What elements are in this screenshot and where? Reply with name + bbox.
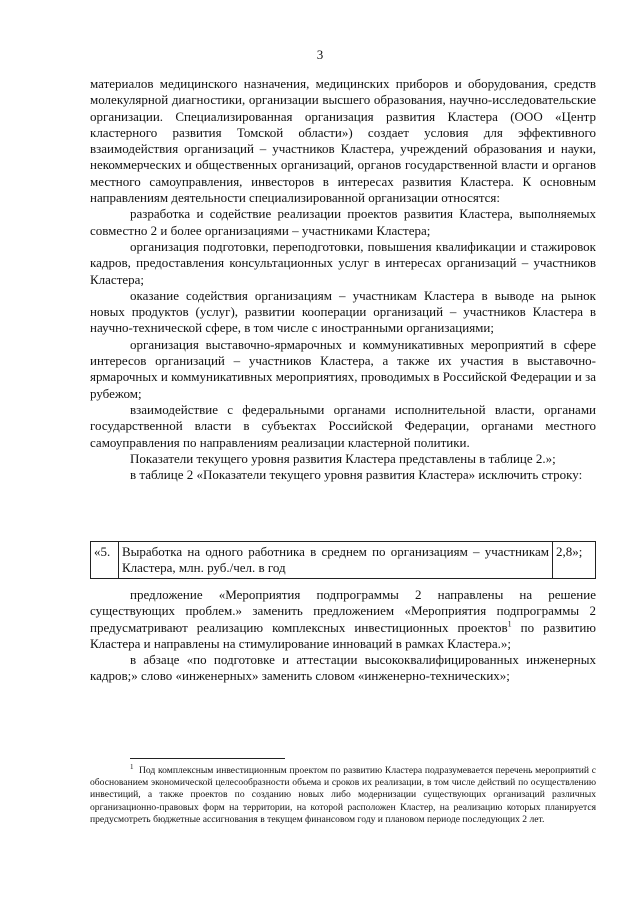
paragraph: разработка и содействие реализации проектов развития Кластера, выполняемых совместно 2 и более организациями – участниками Кластера;	[90, 206, 596, 238]
footnote-separator	[130, 758, 285, 759]
paragraph: в таблице 2 «Показатели текущего уровня развития Кластера» исключить строку:	[130, 467, 583, 483]
document-body	[90, 76, 596, 483]
paragraph: материалов медицинского назначения, медицинских приборов и оборудования, средств молекулярной диагностики, организации высшего образования, научно-исследовательские организации. Специализированная организация развития Кластера (ООО «Центр кластерного развития Томской области») создает условия для эффективного взаимодействия организаций – участников Кластера, учреждений образования и науки, некоммерческих и общественных организаций, органов государственной власти и органов местного самоуправления, инвесторов в интересах развития Кластера. К основным направлениям деятельности специализированной организации относятся:	[90, 76, 596, 206]
indicator-name-cell: Выработка на одного работника в среднем по организациям – участникам Кластера, млн. руб./чел. в год	[119, 542, 553, 579]
footnote-reference: 1	[507, 619, 512, 629]
paragraph: взаимодействие с федеральными органами исполнительной власти, органами государственной власти в субъектах Российской Федерации, органами местного самоуправления по направлениям реализации кластерной политики.	[90, 401, 596, 450]
footnote-text: Под комплексным инвестиционным проектом по развитию Кластера подразумевается перечень мероприятий с обоснованием экономической целесообразности объема и сроков их реализации, в том числе действий по осуществлению инвестиций, а также проектов по созданию новых либо модернизации существующих организаций различных организационно-правовых форм на территории, на которой расположен Кластер, на реализацию которых планируется предусмотреть бюджетные ассигнования в текущем финансовом году и плановом периоде последующих 2 лет.	[90, 765, 597, 825]
page-number: 3	[316, 47, 324, 62]
footnote	[90, 762, 597, 826]
row-number-cell: «5.	[91, 542, 119, 579]
table-row	[91, 542, 596, 579]
indicator-value-cell: 2,8»;	[553, 542, 596, 579]
paragraph: оказание содействия организациям – участникам Кластера в выводе на рынок новых продуктов (услуг), развитии кооперации организаций – участников Кластера в научно-технической сфере, в том числе с иностранными организациями;	[90, 287, 596, 336]
footnote-mark: 1	[130, 762, 134, 771]
excluded-row-table	[90, 541, 596, 579]
paragraph-projects	[90, 587, 596, 652]
paragraph: Показатели текущего уровня развития Кластера представлены в таблице 2.»;	[130, 450, 556, 466]
paragraph-text: по развитию Кластера и направлены на стимулирование инноваций в рамках Кластера.»;	[90, 619, 597, 651]
document-body-continued	[90, 587, 596, 685]
paragraph-text: предложение «Мероприятия подпрограммы 2 направлены на решение существующих проблем.» заменить предложением «Мероприятия подпрограммы 2 предусматривают реализацию комплексных инвестиционных проектов	[90, 587, 596, 635]
paragraph: организация выставочно-ярмарочных и коммуникативных мероприятий в сфере интересов организаций – участников Кластера, а также их участия в выставочно-ярмарочных и коммуникативных мероприятиях, проводимых в Российской Федерации и за рубежом;	[90, 336, 596, 401]
paragraph: организация подготовки, переподготовки, повышения квалификации и стажировок кадров, предоставления консультационных услуг в интересах организаций – участников Кластера;	[90, 238, 596, 287]
paragraph: в абзаце «по подготовке и аттестации высококвалифицированных инженерных кадров;» слово «инженерных» заменить словом «инженерно-технических»;	[90, 652, 596, 684]
